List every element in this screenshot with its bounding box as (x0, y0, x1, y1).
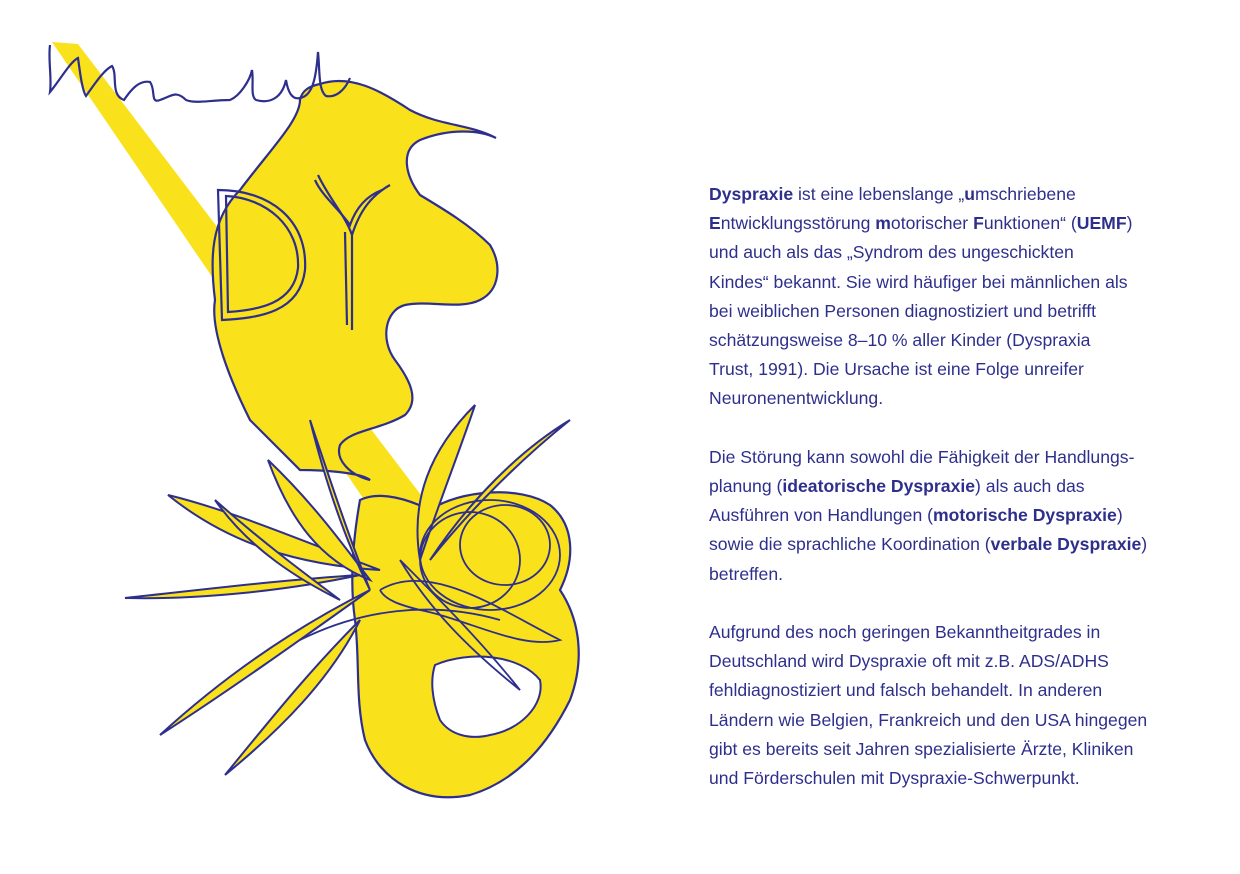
text-run: Kindes“ bekannt. Sie wird häufiger bei männlichen als (709, 271, 1128, 292)
bold-term: u (964, 184, 976, 204)
text-line (709, 238, 1179, 267)
text-run: Trust, 1991). Die Ursache ist eine Folge unreifer (709, 359, 1084, 380)
text-run: otorischer (890, 213, 974, 234)
text-run: schätzungsweise 8–10 % aller Kinder (Dyspraxia (709, 330, 1091, 351)
text-line (709, 501, 1179, 530)
text-line (709, 472, 1179, 501)
text-run: gibt es bereits seit Jahren spezialisierte Ärzte, Kliniken (709, 738, 1134, 759)
body-text (709, 180, 1179, 822)
text-line (709, 706, 1179, 735)
text-run: und Förderschulen mit Dyspraxie-Schwerpunkt. (709, 768, 1080, 789)
text-run: ist eine lebenslange „ (793, 184, 965, 204)
text-run: Deutschland wird Dyspraxie oft mit z.B. ADS/ADHS (709, 651, 1109, 672)
text-run: sowie die sprachliche Koordination ( (709, 534, 991, 555)
text-line (709, 560, 1179, 589)
text-run: Ländern wie Belgien, Frankreich und den USA hingegen (709, 709, 1148, 730)
paragraph-2 (709, 443, 1179, 589)
bold-term: m (875, 213, 891, 234)
body-shape (352, 492, 578, 797)
text-line (709, 355, 1179, 384)
bold-term: UEMF (1076, 213, 1127, 234)
text-run: ) (1141, 534, 1148, 555)
text-run: ) als auch das (975, 476, 1085, 497)
bold-term: Dyspraxie (709, 184, 794, 204)
text-line (709, 676, 1179, 705)
text-run: ntwicklungsstörung (720, 213, 876, 234)
text-line (709, 443, 1179, 472)
text-run: betreffen. (709, 563, 784, 584)
text-run: und auch als das „Syndrom des ungeschickten (709, 242, 1074, 263)
text-run: unktionen“ ( (983, 213, 1077, 234)
head-shape (213, 81, 498, 480)
paragraph-3 (709, 618, 1179, 793)
text-run: planung ( (709, 476, 783, 497)
bold-term: F (973, 213, 984, 234)
text-run: fehldiagnostiziert und falsch behandelt. In anderen (709, 680, 1103, 701)
text-run: ) (1116, 505, 1123, 526)
text-run: Die Störung kann sowohl die Fähigkeit der Handlungs- (709, 446, 1135, 467)
text-line (709, 180, 1179, 209)
text-line (709, 209, 1179, 238)
text-run: ) (1126, 213, 1133, 234)
text-line (709, 735, 1179, 764)
bold-term: ideatorische Dyspraxie (782, 476, 976, 497)
text-run: Aufgrund des noch geringen Bekanntheitgrades in (709, 622, 1101, 643)
text-line (709, 764, 1179, 793)
text-run: Ausführen von Handlungen ( (709, 505, 933, 526)
text-line (709, 618, 1179, 647)
bold-term: motorische Dyspraxie (933, 505, 1117, 526)
text-run: bei weiblichen Personen diagnostiziert und betrifft (709, 300, 1096, 321)
text-line (709, 530, 1179, 559)
bold-term: E (709, 213, 721, 234)
text-line (709, 297, 1179, 326)
paragraph-1 (709, 180, 1179, 414)
text-line (709, 326, 1179, 355)
text-line (709, 647, 1179, 676)
text-run: Neuronenentwicklung. (709, 388, 884, 409)
text-line (709, 384, 1179, 413)
text-line (709, 268, 1179, 297)
text-run: mschriebene (975, 184, 1076, 204)
bold-term: verbale Dyspraxie (990, 534, 1142, 555)
